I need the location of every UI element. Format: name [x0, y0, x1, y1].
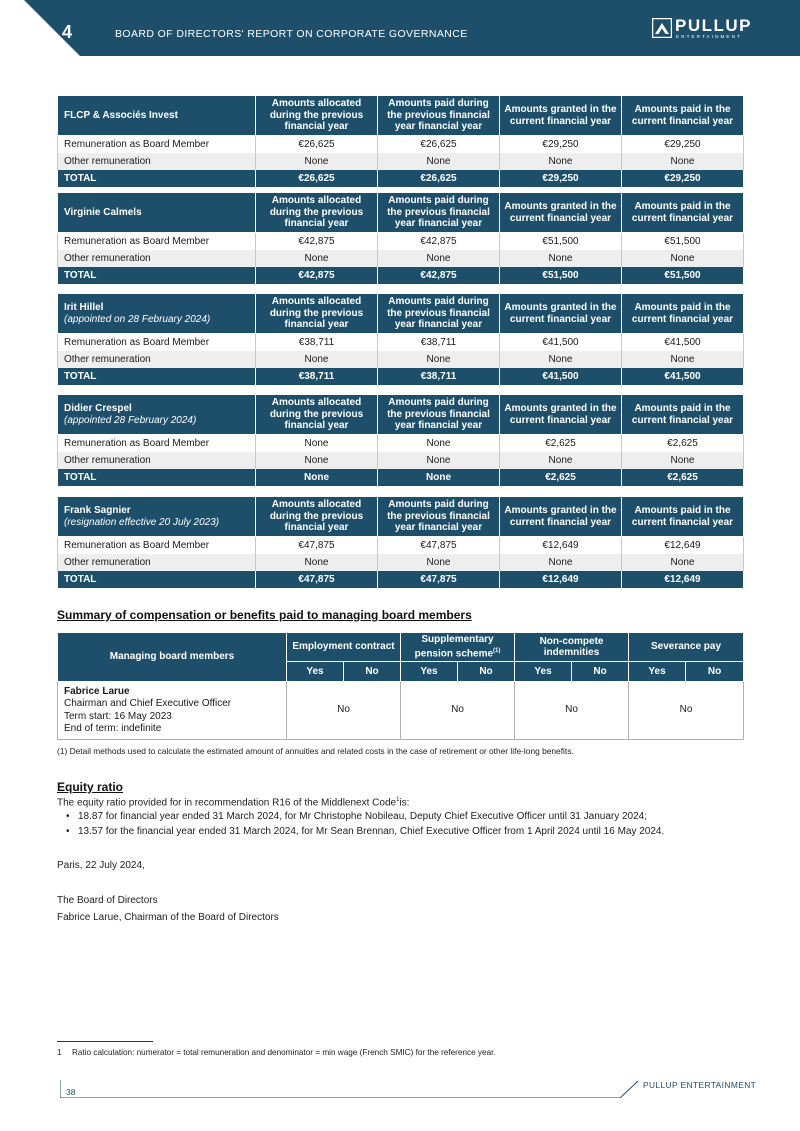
signatory: Fabrice Larue, Chairman of the Board of Directors: [57, 912, 279, 923]
severance-value: No: [629, 682, 744, 740]
row-label-total: TOTAL: [58, 571, 256, 588]
row-label-other: Other remuneration: [58, 153, 256, 170]
member-remuneration-table: [57, 293, 744, 385]
column-header-granted: Amounts granted in the current financial year: [500, 294, 622, 334]
column-header-paid-prev: Amounts paid during the previous financial year financial year: [378, 497, 500, 537]
cell-other: None: [256, 452, 378, 469]
managing-member-cell: [58, 682, 287, 740]
equity-intro-end: is:: [399, 797, 410, 809]
cell-other: None: [378, 351, 500, 368]
footnote-number: 1: [57, 1048, 62, 1057]
header-no: No: [686, 662, 744, 682]
column-header-allocated: Amounts allocated during the previous financial year: [256, 193, 378, 233]
column-header-paid-prev: Amounts paid during the previous financial year financial year: [378, 294, 500, 334]
column-header-paid-prev: Amounts paid during the previous financial year financial year: [378, 193, 500, 233]
chapter-number: 4: [62, 22, 73, 42]
cell-total: €29,250: [500, 170, 622, 187]
cell-other: None: [500, 153, 622, 170]
member-name-header: [58, 96, 256, 136]
equity-intro-text: The equity ratio provided for in recommendation R16 of the Middlenext Code: [57, 797, 397, 809]
header-yes: Yes: [287, 662, 344, 682]
table-row: [58, 334, 744, 351]
cell-board: €41,500: [622, 334, 744, 351]
row-label-board: Remuneration as Board Member: [58, 136, 256, 153]
column-header-paid-curr: Amounts paid in the current financial year: [622, 395, 744, 435]
member-name-header: [58, 497, 256, 537]
column-header-granted: Amounts granted in the current financial year: [500, 497, 622, 537]
table-row: [58, 452, 744, 469]
table-row: [58, 170, 744, 187]
table-row: [58, 469, 744, 486]
header-managing-members: Managing board members: [58, 633, 287, 682]
cell-total: €47,875: [256, 571, 378, 588]
column-header-allocated: Amounts allocated during the previous financial year: [256, 96, 378, 136]
pension-label: Supplementary pension scheme: [414, 634, 494, 660]
equity-title: Equity ratio: [57, 780, 124, 794]
cell-board: €51,500: [500, 233, 622, 250]
header-employment-contract: Employment contract: [287, 633, 401, 662]
cell-board: €2,625: [622, 435, 744, 452]
equity-intro: [57, 797, 409, 808]
row-label-board: Remuneration as Board Member: [58, 537, 256, 554]
cell-total: €12,649: [622, 571, 744, 588]
row-label-total: TOTAL: [58, 267, 256, 284]
cell-board: €29,250: [622, 136, 744, 153]
cell-total: €47,875: [378, 571, 500, 588]
member-name: FLCP & Associés Invest: [64, 109, 178, 121]
table-row: [58, 250, 744, 267]
table-row: [58, 136, 744, 153]
logo-subtext: ENTERTAINMENT: [676, 34, 742, 39]
person-role: Chairman and Chief Executive Officer: [64, 698, 232, 709]
member-remuneration-table: [57, 394, 744, 486]
cell-other: None: [256, 351, 378, 368]
row-label-other: Other remuneration: [58, 250, 256, 267]
row-label-board: Remuneration as Board Member: [58, 435, 256, 452]
cell-total: €42,875: [256, 267, 378, 284]
cell-other: None: [378, 153, 500, 170]
member-note: (appointed on 28 February 2024): [64, 313, 211, 325]
header-yes: Yes: [401, 662, 458, 682]
row-label-board: Remuneration as Board Member: [58, 334, 256, 351]
row-label-board: Remuneration as Board Member: [58, 233, 256, 250]
cell-total: €38,711: [378, 368, 500, 385]
column-header-granted: Amounts granted in the current financial year: [500, 395, 622, 435]
cell-board: €47,875: [378, 537, 500, 554]
cell-board: €51,500: [622, 233, 744, 250]
footnote-text: Ratio calculation: numerator = total remuneration and denominator = min wage (French SMIC) for the reference year.: [72, 1048, 496, 1057]
member-name-header: [58, 395, 256, 435]
cell-board: €42,875: [256, 233, 378, 250]
cell-other: None: [500, 452, 622, 469]
cell-total: €41,500: [622, 368, 744, 385]
column-header-granted: Amounts granted in the current financial year: [500, 193, 622, 233]
cell-total: None: [378, 469, 500, 486]
column-header-allocated: Amounts allocated during the previous financial year: [256, 497, 378, 537]
cell-other: None: [256, 554, 378, 571]
header-title: BOARD OF DIRECTORS' REPORT ON CORPORATE GOVERNANCE: [115, 28, 468, 40]
table-row: [58, 368, 744, 385]
row-label-total: TOTAL: [58, 368, 256, 385]
cell-board: €41,500: [500, 334, 622, 351]
cell-total: None: [256, 469, 378, 486]
company-logo: [652, 16, 752, 42]
cell-total: €29,250: [622, 170, 744, 187]
board-signature: The Board of Directors: [57, 895, 158, 906]
table-row: [58, 571, 744, 588]
cell-board: €26,625: [378, 136, 500, 153]
cell-board: €38,711: [378, 334, 500, 351]
header-no: No: [458, 662, 515, 682]
cell-board: €26,625: [256, 136, 378, 153]
cell-total: €26,625: [256, 170, 378, 187]
header-yes: Yes: [629, 662, 686, 682]
column-header-paid-curr: Amounts paid in the current financial year: [622, 193, 744, 233]
cell-board: €42,875: [378, 233, 500, 250]
header-no: No: [344, 662, 401, 682]
member-name: Irit Hillel: [64, 302, 104, 313]
table-row: [58, 554, 744, 571]
cell-total: €41,500: [500, 368, 622, 385]
cell-total: €12,649: [500, 571, 622, 588]
column-header-allocated: Amounts allocated during the previous financial year: [256, 294, 378, 334]
header-severance: Severance pay: [629, 633, 744, 662]
cell-other: None: [500, 554, 622, 571]
member-remuneration-table: [57, 192, 744, 284]
row-label-other: Other remuneration: [58, 452, 256, 469]
noncompete-value: No: [515, 682, 629, 740]
list-item: • 18.87 for financial year ended 31 March 2024, for Mr Christophe Nobileau, Deputy Chief Executive Officer until 31 January 2024;: [66, 811, 664, 826]
cell-total: €51,500: [500, 267, 622, 284]
cell-other: None: [256, 153, 378, 170]
table-row: [58, 267, 744, 284]
column-header-paid-curr: Amounts paid in the current financial year: [622, 294, 744, 334]
cell-other: None: [256, 250, 378, 267]
header-yes: Yes: [515, 662, 572, 682]
table-row: [58, 435, 744, 452]
cell-other: None: [622, 554, 744, 571]
person-name: Fabrice Larue: [64, 685, 130, 697]
member-name-header: [58, 294, 256, 334]
cell-board: €38,711: [256, 334, 378, 351]
person-term-start: Term start: 16 May 2023: [64, 710, 172, 722]
footer-brand: PULLUP ENTERTAINMENT: [643, 1080, 757, 1090]
column-header-granted: Amounts granted in the current financial year: [500, 96, 622, 136]
cell-other: None: [622, 250, 744, 267]
table-row: [58, 351, 744, 368]
cell-total: €38,711: [256, 368, 378, 385]
cell-other: None: [500, 250, 622, 267]
cell-total: €42,875: [378, 267, 500, 284]
cell-total: €51,500: [622, 267, 744, 284]
cell-total: €2,625: [622, 469, 744, 486]
member-remuneration-table: [57, 496, 744, 588]
cell-other: None: [622, 153, 744, 170]
logo-mark-icon: [652, 18, 672, 38]
row-label-total: TOTAL: [58, 469, 256, 486]
page-footnote: [57, 1048, 496, 1057]
row-label-other: Other remuneration: [58, 554, 256, 571]
header-noncompete: Non-compete indemnities: [515, 633, 629, 662]
cell-other: None: [378, 250, 500, 267]
cell-board: None: [378, 435, 500, 452]
cell-board: €47,875: [256, 537, 378, 554]
cell-other: None: [622, 452, 744, 469]
equity-footnote-ref: 1: [396, 797, 400, 803]
employment-contract-value: No: [287, 682, 401, 740]
member-note: (resignation effective 20 July 2023): [64, 516, 220, 528]
cell-other: None: [378, 554, 500, 571]
member-name: Didier Crespel: [64, 403, 132, 414]
member-name: Virginie Calmels: [64, 206, 142, 218]
cell-total: €26,625: [378, 170, 500, 187]
footnote-rule: [57, 1041, 153, 1042]
table-row: [58, 233, 744, 250]
cell-board: €2,625: [500, 435, 622, 452]
cell-board: €12,649: [622, 537, 744, 554]
pension-footnote-ref: (1): [493, 647, 501, 654]
column-header-allocated: Amounts allocated during the previous financial year: [256, 395, 378, 435]
column-header-paid-curr: Amounts paid in the current financial year: [622, 497, 744, 537]
table-row: [58, 537, 744, 554]
member-name: Frank Sagnier: [64, 505, 131, 516]
table-row: [58, 153, 744, 170]
footer-line: [60, 1080, 640, 1098]
cell-board: €29,250: [500, 136, 622, 153]
header-no: No: [572, 662, 629, 682]
place-date: Paris, 22 July 2024,: [57, 860, 145, 871]
member-note: (appointed 28 February 2024): [64, 414, 197, 426]
summary-footnote: (1) Detail methods used to calculate the estimated amount of annuities and related costs in the case of retirement or other life-long benefits.: [57, 746, 574, 756]
summary-title: Summary of compensation or benefits paid to managing board members: [57, 608, 472, 622]
cell-other: None: [622, 351, 744, 368]
person-term-end: End of term: indefinite: [64, 723, 162, 734]
cell-total: €2,625: [500, 469, 622, 486]
logo-text: PULLUP: [675, 16, 752, 35]
row-label-other: Other remuneration: [58, 351, 256, 368]
header-pension-scheme: [401, 633, 515, 662]
column-header-paid-prev: Amounts paid during the previous financial year financial year: [378, 395, 500, 435]
pension-scheme-value: No: [401, 682, 515, 740]
member-remuneration-table: [57, 95, 744, 187]
cell-other: None: [378, 452, 500, 469]
summary-table: [57, 632, 744, 740]
list-item: • 13.57 for the financial year ended 31 March 2024, for Mr Sean Brennan, Chief Executive Officer from 1 April 2024 until 16 May 2024.: [66, 826, 664, 841]
cell-board: None: [256, 435, 378, 452]
row-label-total: TOTAL: [58, 170, 256, 187]
member-name-header: [58, 193, 256, 233]
equity-bullets: [66, 811, 664, 841]
column-header-paid-prev: Amounts paid during the previous financial year financial year: [378, 96, 500, 136]
cell-board: €12,649: [500, 537, 622, 554]
table-row: [58, 682, 744, 740]
column-header-paid-curr: Amounts paid in the current financial year: [622, 96, 744, 136]
cell-other: None: [500, 351, 622, 368]
page-number: 38: [66, 1087, 76, 1097]
